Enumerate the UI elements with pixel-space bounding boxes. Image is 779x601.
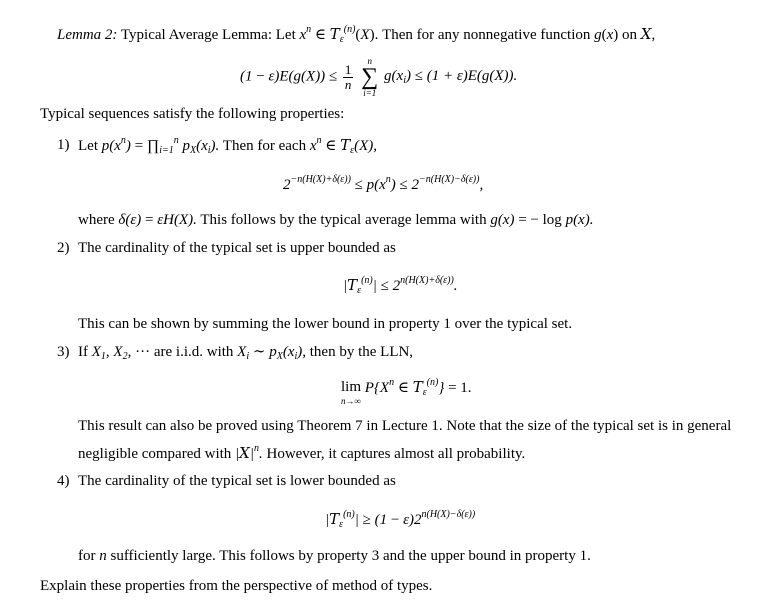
item-2-equation: $|T_\varepsilon^{(n)}| \le 2^{n(H(X)+\delta(\varepsilon))}$. — [343, 275, 458, 296]
item-4-number: 4) — [57, 473, 70, 489]
item-3-equation: lim n→∞ $P\{X^n$ ∈ $T_\varepsilon^{(n)}\} = 1$. — [341, 377, 472, 406]
lemma-statement: Lemma 2: Typical Average Lemma: Let $x^n$ ∈ $T_\varepsilon^{(n)}(X)$. Then for any nonnegative function g(x) on X, — [57, 24, 656, 45]
math-calX: X — [640, 25, 652, 43]
item-2-number: 2) — [57, 240, 70, 256]
item-3-after-line2: negligible compared with $|X|^n$. However, it captures almost all probability. — [78, 443, 526, 462]
item-3-number: 3) — [57, 344, 70, 360]
lemma-on: on — [622, 27, 638, 43]
item-4-equation: $|T_\varepsilon^{(n)}| \ge (1 - \varepsilon)2^{n(H(X)-\delta(\varepsilon))}$ — [325, 509, 476, 530]
item-2-statement: The cardinality of the typical set is upper bounded as — [78, 240, 396, 256]
lemma-title: Lemma 2: — [57, 27, 118, 43]
item-1-where: where δ(ε) = εH(X). This follows by the typical average lemma with g(x) = − log p(x). — [78, 212, 594, 228]
item-1-statement: Let $p(x^n)$ = $\prod_{i=1}^n$ $p_X(x_i)$. Then for each $x^n$ ∈ $T_\varepsilon(X)$, — [78, 135, 377, 156]
item-1-number: 1) — [57, 137, 70, 153]
closing-question: Explain these properties from the perspective of method of types. — [40, 578, 433, 594]
lemma-cont: Then for any nonnegative function — [382, 27, 591, 43]
lemma-name: Typical Average Lemma: Let — [120, 27, 296, 43]
sum-symbol: n ∑ i=1 — [361, 56, 379, 98]
limit-operator: lim n→∞ — [341, 379, 362, 406]
properties-intro: Typical sequences satisfy the following properties: — [40, 106, 345, 122]
math-gx: g(x) — [594, 27, 619, 43]
item-4-statement: The cardinality of the typical set is lower bounded as — [78, 473, 396, 489]
item-1-equation: $2^{-n(H(X)+\delta(\varepsilon))} \le p(x^n) \le 2^{-n(H(X)-\delta(\varepsilon))}$, — [283, 174, 484, 193]
lemma-equation: (1 − ε)E(g(X)) ≤ $\frac{1}{n}$ n ∑ i=1 $g(x_i) \le (1 + \varepsilon)E(g(X))$. — [240, 56, 518, 98]
item-4-after: for n sufficiently large. This follows by property 3 and the upper bound in property 1. — [78, 548, 591, 564]
item-3-statement: If $X_1$, $X_2$, ··· are i.i.d. with $X_i$ ∼ $p_X(x_i)$, then by the LLN, — [78, 344, 414, 362]
item-2-after: This can be shown by summing the lower bound in property 1 over the typical set. — [78, 316, 573, 332]
math-xn-in-typical: $x^n$ ∈ $T_\varepsilon^{(n)}(X)$. — [299, 24, 379, 45]
item-3-after-line1: This result can also be proved using Theorem 7 in Lecture 1. Note that the size of the typical set is in general — [78, 418, 732, 434]
fraction-1-over-n: $\frac{1}{n}$ — [344, 61, 352, 92]
